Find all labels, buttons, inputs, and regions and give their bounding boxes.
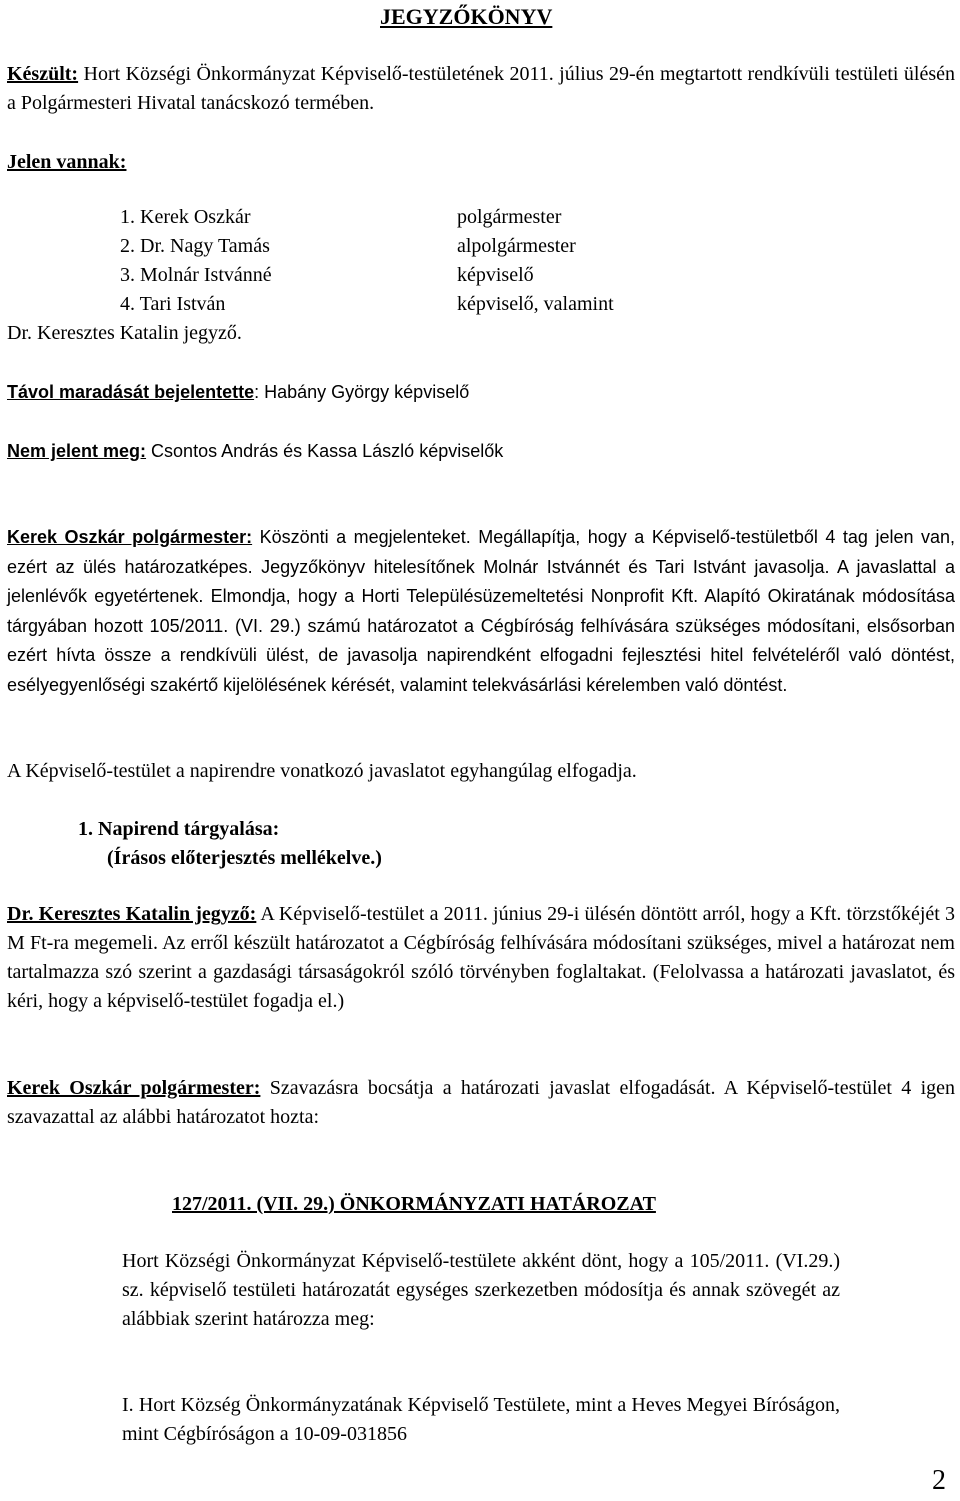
keszult-paragraph xyxy=(7,60,955,118)
tavol-line xyxy=(7,378,955,406)
attendee-row xyxy=(7,203,947,232)
nemjelent-text: Csontos András és Kassa László képviselők xyxy=(146,441,504,461)
keszult-text: Hort Községi Önkormányzat Képviselő-testületének 2011. július 29-én megtartott rendkívüli testületi ülésén a Polgármesteri Hivatal tanácskozó termében. xyxy=(7,63,955,114)
document-title: JEGYZŐKÖNYV xyxy=(380,4,553,29)
intro-text: Köszönti a megjelenteket. Megállapítja, hogy a Képviselő-testületből 4 tag jelen van, ezért az ülés határozatképes. Jegyzőkönyv hitelesítőnek Molnár Istvánnét és Tari Istvánt javasolja. A javaslattal a jelenlévők egyetértenek. Elmondja, hogy a Horti Településüzemeltetési Nonprofit Kft. Alapító Okiratának módosítása tárgyában hozott 105/2011. (VI. 29.) számú határozatot a Cégbíróság felhívására szükséges módosítani, elsősorban ezért hívta össze a rendkívüli ülést, de javasolja napirendként elfogadni fejlesztési hitel felvételéről való döntést, esélyegyenlőségi szakértő kijelölésének kérését, valamint telekvásárlási kérelemben való döntést. xyxy=(7,527,955,695)
agenda-item xyxy=(78,815,382,873)
attendee-row xyxy=(7,232,947,261)
attendee-name: 2. Dr. Nagy Tamás xyxy=(120,235,270,257)
nemjelent-line xyxy=(7,437,955,465)
attendee-name: 3. Molnár Istvánné xyxy=(120,264,272,286)
nemjelent-label: Nem jelent meg: xyxy=(7,441,147,461)
attendee-name: 1. Kerek Oszkár xyxy=(120,206,251,228)
intro-paragraph xyxy=(7,523,955,700)
attendee-name: 4. Tari István xyxy=(120,293,226,315)
napirend-accept: A Képviselő-testület a napirendre vonatkozó javaslatot egyhangúlag elfogadja. xyxy=(7,760,637,782)
resolution-paragraph: Hort Községi Önkormányzat Képviselő-testülete akként dönt, hogy a 105/2011. (VI.29.) sz. képviselő testületi határozatát egységes szerkezetben módosítja és annak szövegét az alábbiak szerint határozza meg: xyxy=(122,1250,840,1330)
attendee-list xyxy=(7,203,947,319)
jegyzo-text: A Képviselő-testület a 2011. június 29-i ülésén döntött arról, hogy a Kft. törzstőkéjét 3 M Ft-ra megemeli. Az erről készült határozatot a Cégbíróság felhívására módosítani szükséges, mivel a határozat nem tartalmazza szó szerint a gazdasági társaságokról szóló törvényben foglaltakat. (Felolvassa a határozati javaslatot, és kéri, hogy a képviselő-testület fogadja el.) xyxy=(7,903,956,1012)
vote-text: Szavazásra bocsátja a határozati javaslat elfogadását. A Képviselő-testület 4 igen szavazattal az alábbi határozatot hozta: xyxy=(7,1077,956,1128)
resolution-title: 127/2011. (VII. 29.) ÖNKORMÁNYZATI HATÁROZAT xyxy=(172,1193,656,1215)
agenda-subtitle: (Írásos előterjesztés mellékelve.) xyxy=(107,847,382,869)
vote-speaker: Kerek Oszkár polgármester: xyxy=(7,1077,261,1099)
vote-paragraph xyxy=(7,1074,955,1132)
jegyzo-line: Dr. Keresztes Katalin jegyző. xyxy=(7,322,242,344)
page-number: 2 xyxy=(932,1465,946,1496)
keszult-label: Készült: xyxy=(7,63,79,85)
intro-speaker: Kerek Oszkár polgármester: xyxy=(7,527,253,547)
tavol-text: : Habány György képviselő xyxy=(254,382,470,402)
attendee-row xyxy=(7,261,947,290)
resolution-paragraph-2: I. Hort Község Önkormányzatának Képviselő Testülete, mint a Heves Megyei Bíróságon, mint Cégbíróságon a 10-09-031856 xyxy=(122,1394,840,1445)
attendee-role: alpolgármester xyxy=(457,235,576,257)
jelen-heading xyxy=(7,148,955,177)
attendee-row xyxy=(7,290,947,319)
jegyzo-paragraph xyxy=(7,900,955,1016)
jelen-label: Jelen vannak: xyxy=(7,151,127,173)
tavol-label: Távol maradását bejelentette xyxy=(7,382,255,402)
attendee-role: képviselő xyxy=(457,264,534,286)
attendee-role: polgármester xyxy=(457,206,562,228)
attendee-role: képviselő, valamint xyxy=(457,293,614,315)
agenda-title: 1. Napirend tárgyalása: xyxy=(78,818,280,840)
jegyzo-speaker: Dr. Keresztes Katalin jegyző: xyxy=(7,903,257,925)
